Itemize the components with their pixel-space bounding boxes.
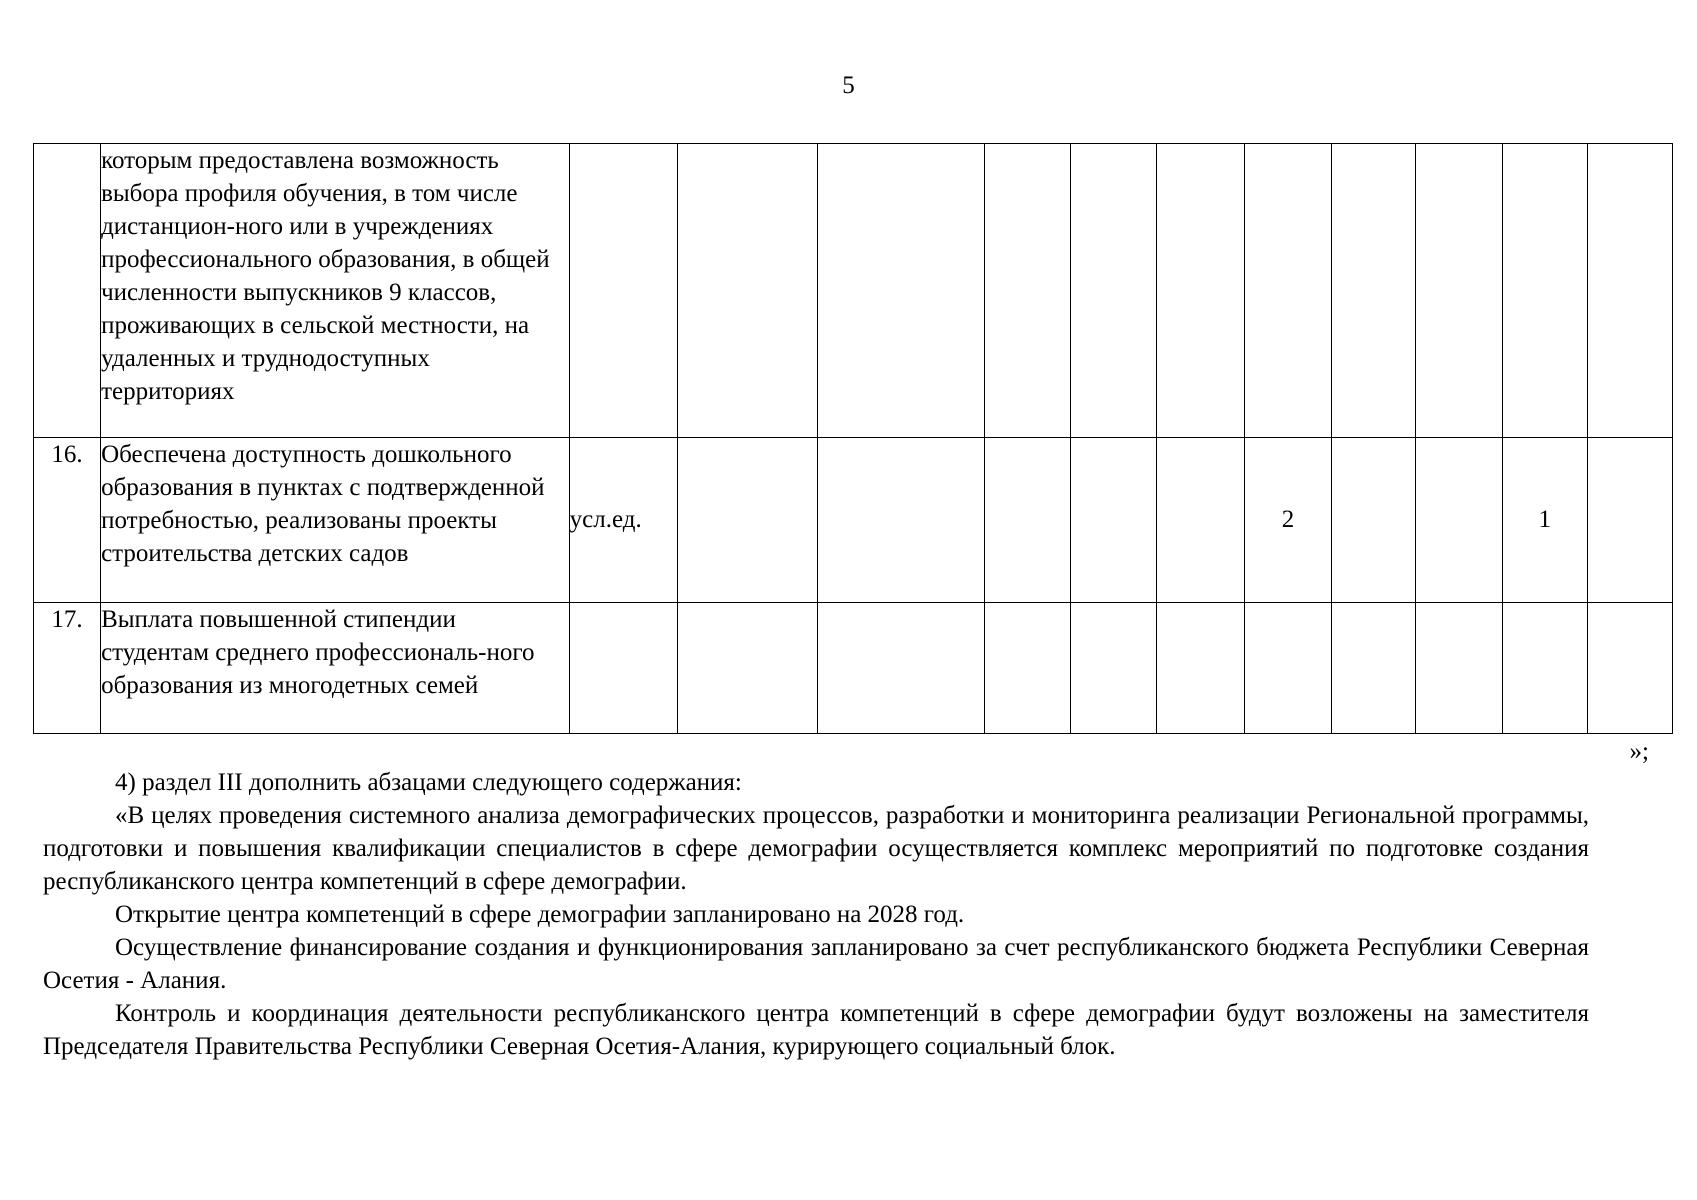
value-cell bbox=[1331, 602, 1415, 733]
value-cell bbox=[985, 602, 1071, 733]
value-cell bbox=[1415, 437, 1502, 602]
body-text bbox=[43, 766, 1589, 1063]
value-cell bbox=[817, 437, 984, 602]
value-cell bbox=[1331, 437, 1415, 602]
value-cell bbox=[985, 144, 1071, 438]
value-cell bbox=[985, 437, 1071, 602]
value-cell bbox=[677, 144, 817, 438]
closing-quote-mark: »; bbox=[1629, 738, 1649, 765]
row-number: 16. bbox=[34, 437, 101, 602]
table-row bbox=[34, 144, 1673, 438]
value-cell bbox=[677, 437, 817, 602]
value-cell bbox=[1245, 144, 1331, 438]
paragraph-opening-date: Открытие центра компетенций в сфере демографии запланировано на 2028 год. bbox=[115, 901, 965, 928]
value-cell bbox=[1587, 602, 1672, 733]
value-cell: 2 bbox=[1245, 437, 1331, 602]
unit-cell bbox=[569, 602, 677, 733]
value-cell bbox=[1502, 602, 1587, 733]
row-number bbox=[34, 144, 101, 438]
unit-cell: усл.ед. bbox=[569, 437, 677, 602]
unit-cell bbox=[569, 144, 677, 438]
indicators-table bbox=[33, 143, 1673, 734]
value-cell bbox=[1587, 437, 1672, 602]
value-cell bbox=[817, 602, 984, 733]
paragraph-control: Контроль и координация деятельности республиканского центра компетенций в сфере демографии будут возложены на заместителя Председателя Правительства Республики Северная Осетия-Алания, курирующего социальный блок. bbox=[43, 1000, 1589, 1060]
value-cell bbox=[1157, 602, 1245, 733]
page-number: 5 bbox=[842, 72, 855, 99]
value-cell bbox=[1245, 602, 1331, 733]
value-cell bbox=[1071, 144, 1157, 438]
value-cell bbox=[1331, 144, 1415, 438]
value-cell bbox=[1157, 437, 1245, 602]
row-number: 17. bbox=[34, 602, 101, 733]
value-cell bbox=[1157, 144, 1245, 438]
table-row bbox=[34, 437, 1673, 602]
indicator-description: Выплата повышенной стипендии студентам среднего профессиональ-ного образования из многодетных семей bbox=[101, 602, 570, 733]
value-cell bbox=[1071, 602, 1157, 733]
value-cell bbox=[1071, 437, 1157, 602]
value-cell bbox=[677, 602, 817, 733]
value-cell: 1 bbox=[1502, 437, 1587, 602]
value-cell bbox=[1415, 602, 1502, 733]
indicator-description: Обеспечена доступность дошкольного образования в пунктах с подтвержденной потребностью, реализованы проекты строительства детских садов bbox=[101, 437, 570, 602]
value-cell bbox=[1502, 144, 1587, 438]
table-row bbox=[34, 602, 1673, 733]
value-cell bbox=[817, 144, 984, 438]
paragraph-financing: Осуществление финансирование создания и функционирования запланировано за счет республиканского бюджета Республики Северная Осетия - Алания. bbox=[43, 934, 1589, 994]
value-cell bbox=[1587, 144, 1672, 438]
paragraph-competence-center-purpose: «В целях проведения системного анализа демографических процессов, разработки и мониторинга реализации Региональной программы, подготовки и повышения квалификации специалистов в сфере демографии осуществляется комплекс мероприятий по подготовке создания республиканского центра компетенций в сфере демографии. bbox=[43, 802, 1589, 895]
value-cell bbox=[1415, 144, 1502, 438]
indicator-description: которым предоставлена возможность выбора профиля обучения, в том числе дистанцион-ного или в учреждениях профессионального образования, в общей численности выпускников 9 классов, проживающих в сельской местности, на удаленных и труднодоступных территориях bbox=[101, 144, 570, 438]
paragraph-item-4-heading: 4) раздел III дополнить абзацами следующего содержания: bbox=[115, 769, 742, 796]
